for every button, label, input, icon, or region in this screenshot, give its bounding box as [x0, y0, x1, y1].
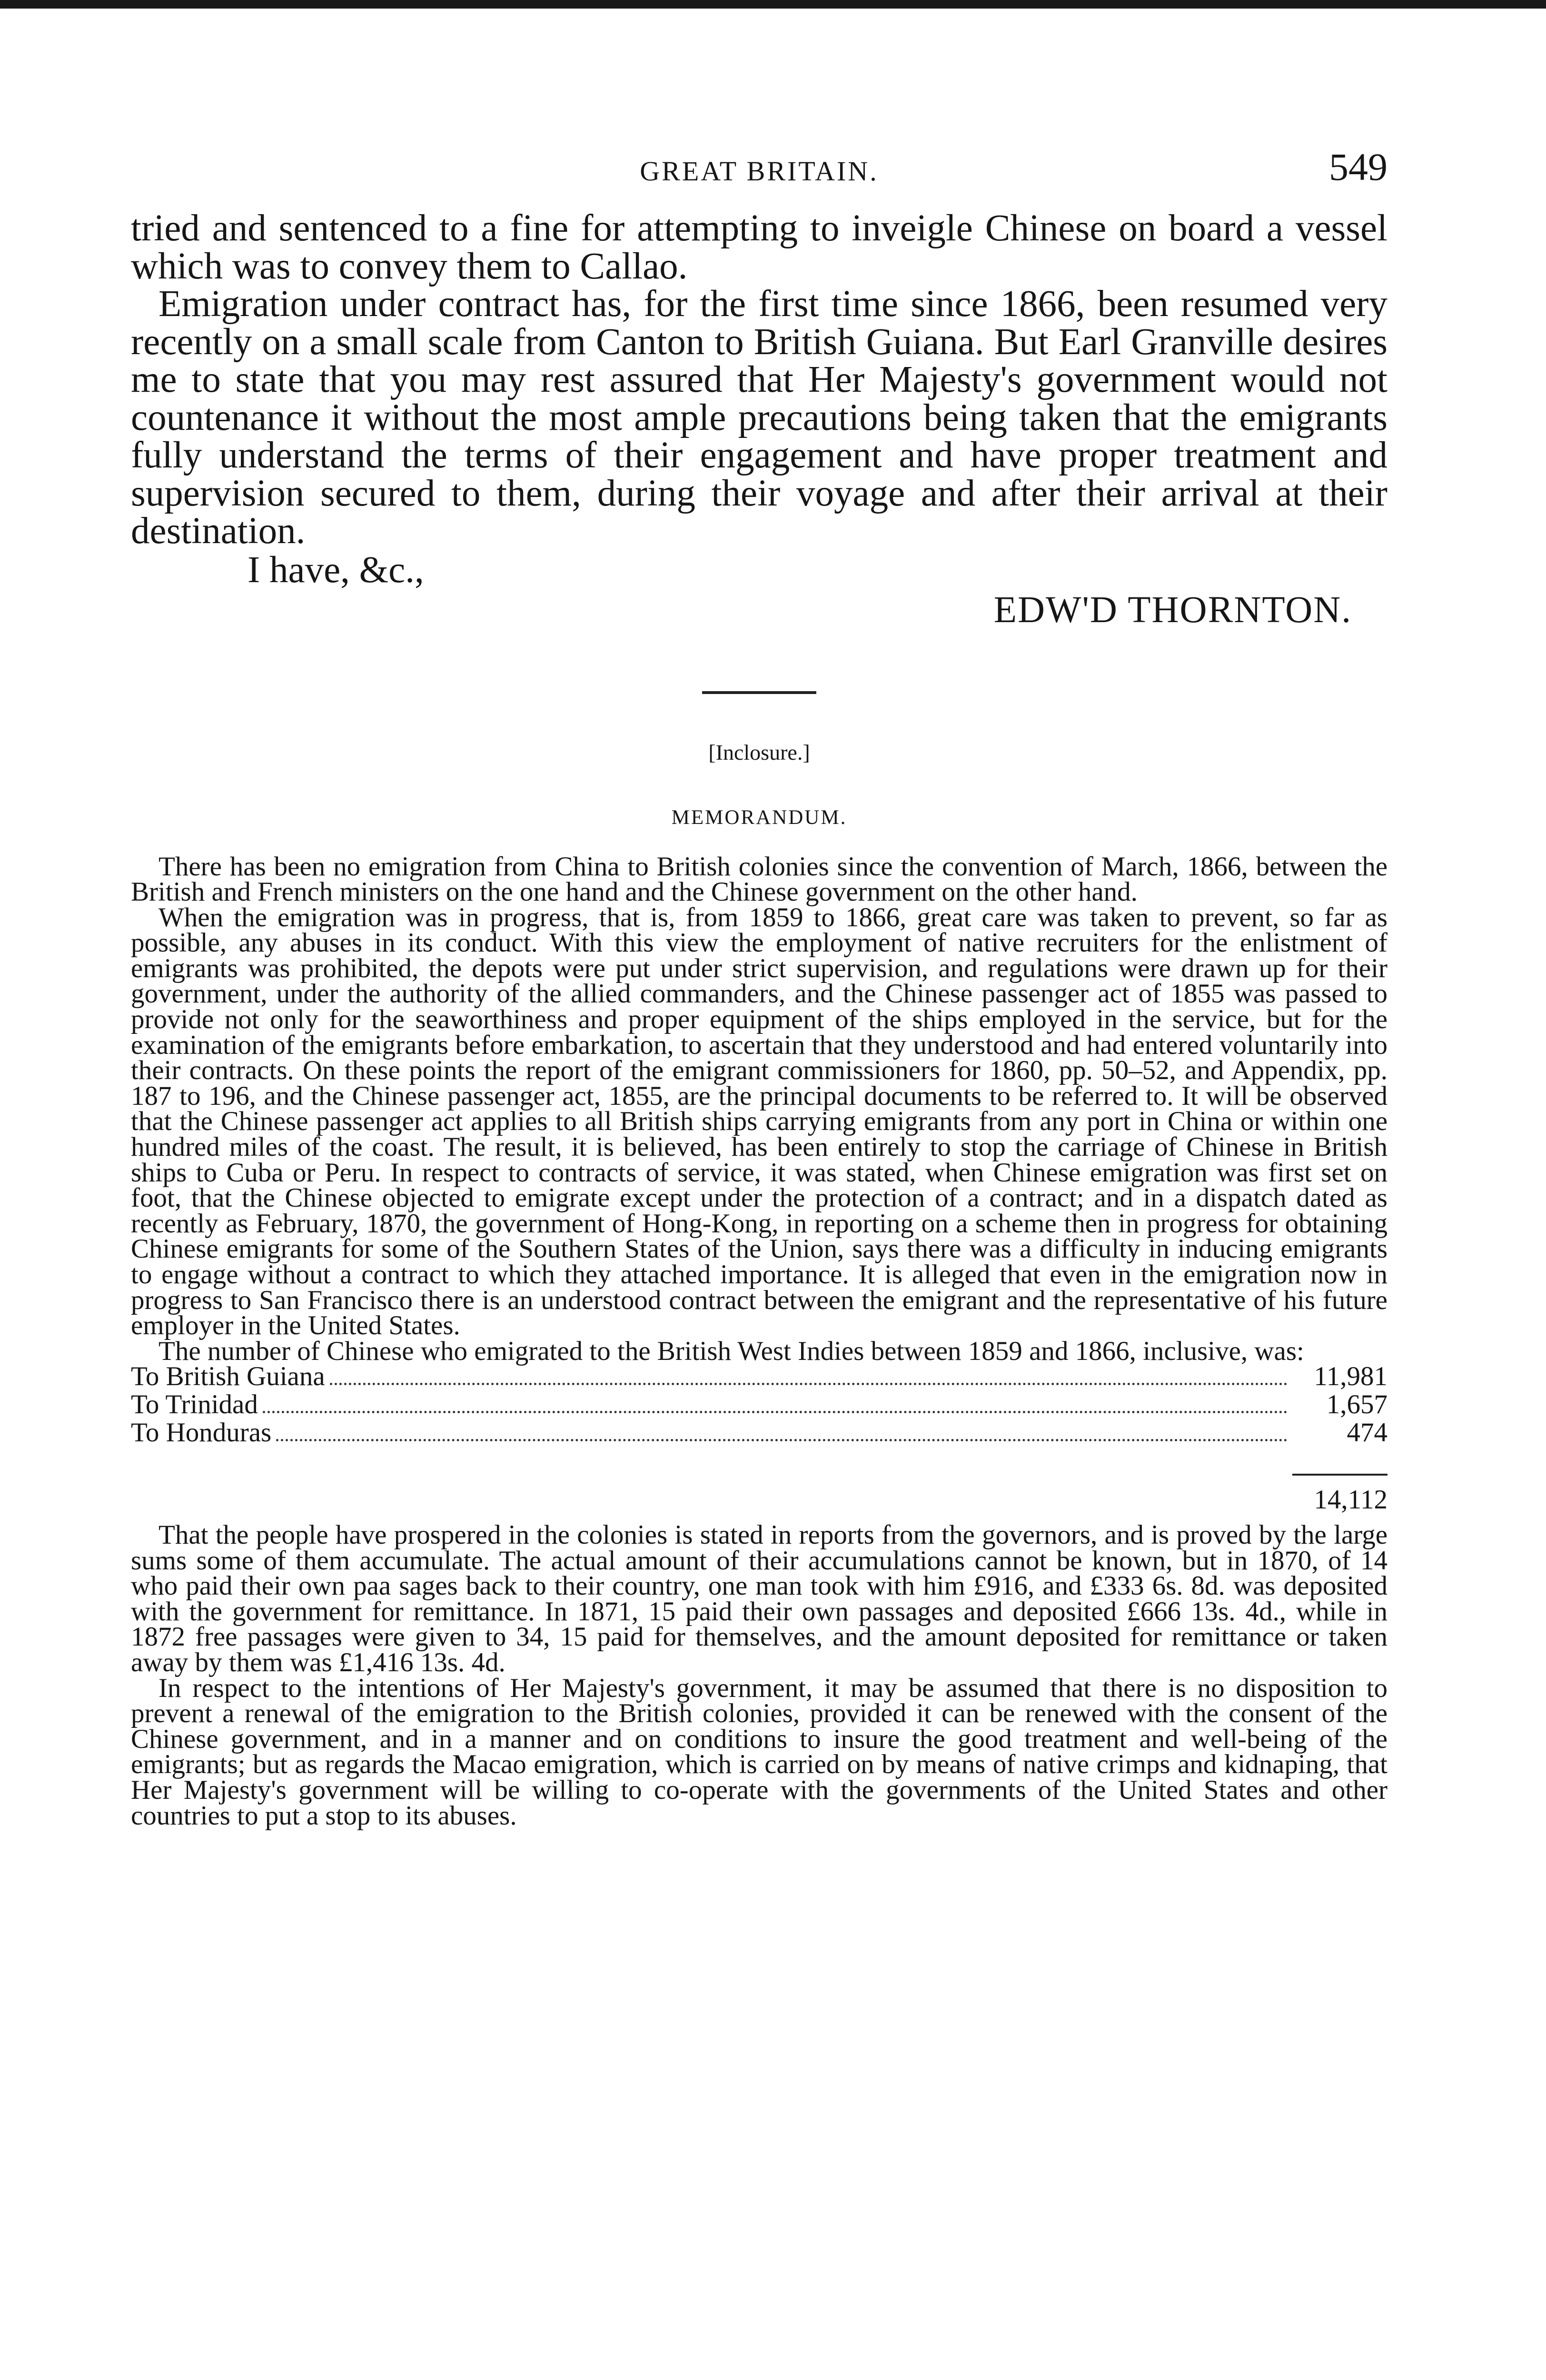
figure-value: 1,657 [1326, 1389, 1387, 1420]
figure-label: To British Guiana [131, 1361, 325, 1392]
top-border-rule [0, 0, 1546, 9]
closing-formula: I have, &c., [248, 549, 424, 591]
memo-paragraph: When the emigration was in progress, that is, from 1859 to 1866, great care was taken to prevent, so far as possible, any abuses in its conduct. With this view the employment of native recruiters for the enlistment of emigrants was prohibited, the depots were put under strict supervision, and regulations were drawn up for their government, under the authority of the allied commanders, and the Chinese passenger act of 1855 was passed to provide not only for the seaworthiness and proper equipment of the ships employed in the service, but for the examination of the emigrants before embarkation, to ascertain that they understood and had entered voluntarily into their contracts. On these points the report of the emigrant commissioners for 1860, pp. 50–52, and Appendix, pp. 187 to 196, and the Chinese passenger act, 1855, are the principal documents to be referred to. It will be observed that the Chinese passenger act applies to all British ships carrying emigrants from any port in China or within one hundred miles of the coast. The result, it is believed, has been entirely to stop the carriage of Chinese in British ships to Cuba or Peru. In respect to contracts of service, it was stated, when Chinese emigration was first set on foot, that the Chinese objected to emigrate except under the protection of a contract; and in a dispatch dated as recently as February, 1870, the government of Hong-Kong, in reporting on a scheme then in progress for obtaining Chinese emigrants for some of the Southern States of the Union, says there was a difficulty in inducing emigrants to engage without a contract to which they attached importance. It is alleged that even in the emigration now in progress to San Francisco there is an understood contract between the emigrant and the representative of his future employer in the United States. [131, 902, 1387, 1341]
figure-total-row [131, 1474, 1387, 1513]
dot-leader [330, 1383, 1288, 1385]
figure-value: 11,981 [1314, 1361, 1387, 1392]
figure-value: 474 [1347, 1418, 1387, 1448]
dot-leader [276, 1439, 1288, 1441]
figure-row [131, 1389, 1387, 1420]
memo-paragraph: That the people have prospered in the colonies is stated in reports from the governors, and is proved by the large sums some of them accumulate. The actual amount of their accumulations cannot be known, but in 1870, of 14 who paid their own paa sages back to their country, one man took with him £916, and £333 6s. 8d. was deposited with the government for remittance. In 1871, 15 paid their own passages and deposited £666 13s. 4d., while in 1872 free passages were given to 34, 15 paid for themselves, and the amount deposited for remittance or taken away by them was £1,416 13s. 4d. [131, 1519, 1387, 1677]
signature: EDW'D THORNTON. [993, 589, 1352, 631]
letter-body [131, 209, 1387, 630]
section-divider [702, 691, 816, 694]
dot-leader [263, 1411, 1288, 1413]
figure-total: 14,112 [1292, 1474, 1387, 1513]
figure-row [131, 1361, 1387, 1392]
emigration-figures-table [131, 1361, 1387, 1515]
running-head [131, 138, 1387, 209]
figure-label: To Trinidad [131, 1389, 258, 1420]
memo-paragraph: The number of Chinese who emigrated to the British West Indies between 1859 and 1866, inclusive, was: [159, 1336, 1304, 1366]
inclosure-label: [Inclosure.] [708, 740, 810, 764]
letter-closing [131, 550, 1387, 630]
running-title: GREAT BRITAIN. [640, 156, 879, 187]
figure-label: To Honduras [131, 1418, 272, 1448]
figure-row [131, 1420, 1387, 1448]
letter-continuation-paragraph: tried and sentenced to a fine for attempting to inveigle Chinese on board a vessel which was to convey them to Callao. [131, 208, 1387, 287]
document-page [131, 138, 1387, 1831]
memo-closing-paragraphs [131, 1519, 1387, 1831]
memo-paragraph: There has been no emigration from China to British colonies since the convention of March, 1866, between the British and French ministers on the one hand and the Chinese government on the other hand. [131, 851, 1387, 907]
letter-paragraph: Emigration under contract has, for the first time since 1866, been resumed very recently on a small scale from Canton to British Guiana. But Earl Granville desires me to state that you may rest assured that Her Majesty's government would not countenance it without the most ample precautions being taken that the emigrants fully understand the terms of their engagement and have proper treatment and supervision secured to them, during their voyage and after their arrival at their destination. [131, 283, 1387, 552]
memorandum-heading: MEMORANDUM. [671, 806, 847, 829]
memorandum-body [131, 851, 1387, 1831]
memo-paragraph: In respect to the intentions of Her Majesty's government, it may be assumed that there is no disposition to prevent a renewal of the emigration to the British colonies, provided it can be renewed with the consent of the Chinese government, and in a manner and on conditions to insure the good treatment and well-being of the emigrants; but as regards the Macao emigration, which is carried on by means of native crimps and kidnaping, that Her Majesty's government will be willing to co-operate with the governments of the United States and other countries to put a stop to its abuses. [131, 1673, 1387, 1831]
page-number: 549 [1329, 145, 1387, 188]
